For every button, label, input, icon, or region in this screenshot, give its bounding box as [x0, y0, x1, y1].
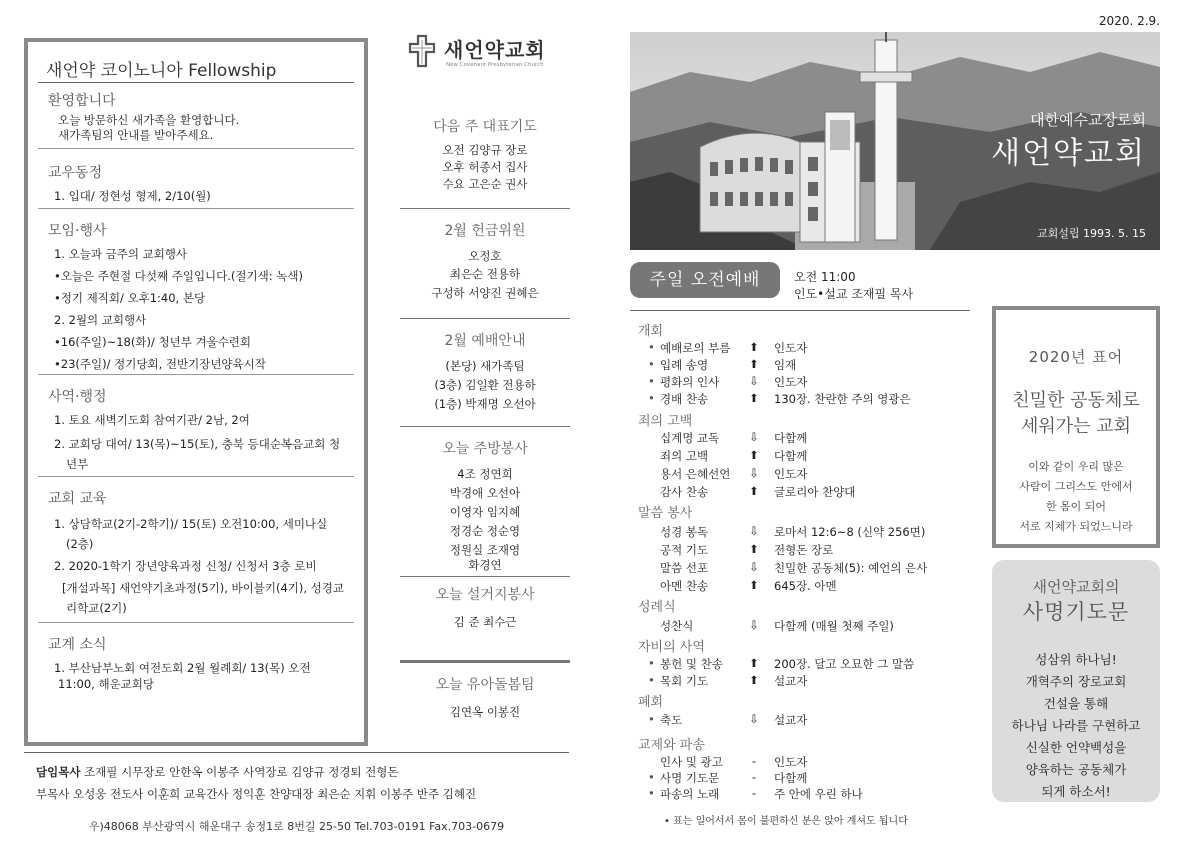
welcome-line: 오늘 방문하신 새가족을 환영합니다.	[58, 113, 240, 127]
posture-icon: ⬆	[749, 484, 759, 498]
worship-time: 오전 11:00	[794, 270, 856, 284]
section-heading: 교우동정	[48, 165, 103, 181]
divider	[400, 318, 570, 319]
order-item: • 파송의 노래 - 주 안에 우린 하나	[648, 786, 863, 801]
posture-icon: ⬆	[749, 340, 759, 354]
prayer-line: 건설을 통해	[1043, 696, 1109, 711]
guide-line: (3층) 김일환 전용하	[434, 378, 536, 392]
section-line: (2층)	[66, 537, 94, 551]
worship-footnote: • 표는 일어서서 몸이 불편하신 분은 앉아 계셔도 됩니다	[664, 816, 908, 827]
offering-heading: 2월 헌금위원	[444, 223, 526, 239]
welcome-line: 새가족팀의 안내를 받아주세요.	[58, 128, 214, 142]
posture-icon: ⬆	[749, 448, 759, 462]
divider	[400, 208, 570, 209]
order-item: • 평화의 인사 ⇩ 인도자	[648, 374, 808, 389]
logo-name: 새언약교회	[444, 38, 546, 62]
posture-icon: ⬆	[749, 656, 759, 670]
church-photo	[630, 32, 1160, 250]
divider	[400, 576, 570, 577]
prayer-heading: 다음 주 대표기도	[433, 119, 537, 135]
senior-pastor-label: 담임목사	[36, 765, 81, 779]
worship-title: 주일 오전예배	[630, 262, 780, 298]
section-line: 11:00, 해운교회당	[58, 677, 154, 691]
order-section: 자비의 사역	[638, 640, 705, 655]
divider	[630, 310, 970, 311]
section-line: 리학교(2기)	[66, 601, 127, 615]
nursery-heading: 오늘 유아돌봄팀	[435, 677, 535, 693]
order-item: 십계명 교독 ⇩ 다함께	[660, 430, 808, 445]
prayer-line: 하나님 나라를 구현하고	[1011, 718, 1141, 733]
church-logo	[406, 34, 566, 74]
order-section: 성례식	[638, 600, 676, 615]
order-item: 죄의 고백 ⬆ 다함께	[660, 448, 808, 463]
mission-prayer-box	[992, 560, 1160, 802]
order-item: 인사 및 광고 - 인도자	[660, 754, 808, 769]
kitchen-line: 화경연	[468, 558, 502, 572]
order-item: • 목회 기도 ⬆ 설교자	[648, 673, 808, 688]
posture-icon: -	[751, 786, 757, 800]
prayer-line: 개혁주의 장로교회	[1025, 674, 1127, 689]
section-heading: 교계 소식	[48, 637, 107, 653]
denomination: 대한예수교장로회	[1030, 111, 1146, 129]
order-section: 말씀 봉사	[638, 506, 693, 521]
divider	[38, 374, 354, 375]
section-line: 1. 입대/ 정현성 형제, 2/10(월)	[54, 189, 211, 203]
posture-icon: ⬆	[749, 542, 759, 556]
nursery-line: 김연옥 이봉진	[449, 705, 521, 719]
cross-logo-icon	[406, 34, 438, 68]
motto-verse-line: 한 몸이 되어	[1045, 500, 1107, 513]
order-item: • 봉헌 및 찬송 ⬆ 200장. 달고 오묘한 그 말씀	[648, 656, 915, 671]
guide-line: (본당) 새가족팀	[445, 359, 525, 373]
divider	[400, 660, 570, 663]
welcome-heading: 환영합니다	[48, 93, 116, 109]
worship-leader: 인도•설교 조재필 목사	[794, 287, 914, 301]
prayer-line: 양육하는 공동체가	[1025, 762, 1127, 777]
order-section: 죄의 고백	[638, 414, 693, 429]
kitchen-line: 정원실 조재영	[449, 543, 521, 557]
motto-verse-line: 사람이 그리스도 안에서	[1019, 480, 1133, 493]
posture-icon: ⇩	[749, 618, 759, 632]
section-heading: 교회 교육	[48, 491, 107, 507]
offering-line: 구성하 서양진 권혜은	[431, 286, 539, 300]
prayer-title: 새언약교회의	[1032, 578, 1120, 596]
dish-heading: 오늘 설거지봉사	[435, 587, 535, 603]
posture-icon: ⇩	[749, 466, 759, 480]
fellowship-box	[24, 38, 368, 746]
order-item: 아멘 찬송 ⬆ 645장. 아멘	[660, 578, 837, 593]
section-line: 2. 2월의 교회행사	[54, 313, 147, 327]
posture-icon: ⇩	[749, 374, 759, 388]
order-section: 개회	[638, 324, 664, 339]
divider	[24, 752, 569, 753]
order-item: • 경배 찬송 ⬆ 130장. 찬란한 주의 영광은	[648, 391, 911, 406]
divider	[38, 476, 354, 477]
order-item: • 사명 기도문 - 다함께	[648, 770, 808, 785]
bulletin-date: 2020. 2.9.	[1098, 14, 1160, 28]
posture-icon: -	[751, 770, 757, 784]
bullet-icon: •	[664, 816, 674, 827]
section-line: •16(주일)~18(화)/ 청년부 겨울수련회	[54, 335, 252, 349]
staff-line-2: 부목사 오성웅 전도사 이훈희 교육간사 정익훈 찬양대장 최은순 지휘 이봉주 반주 김혜진	[36, 787, 477, 801]
posture-icon: ⇩	[749, 712, 759, 726]
dish-line: 김 준 최수근	[453, 615, 517, 629]
prayer-title: 사명기도문	[1022, 600, 1130, 624]
motto-line: 세워가는 교회	[1020, 416, 1132, 437]
prayer-line: 되게 하소서!	[1041, 784, 1111, 799]
section-line: 1. 부산남부노회 여전도회 2월 월례회/ 13(목) 오전	[54, 661, 311, 675]
order-item: 말씀 선포 ⇩ 친밀한 공동체(5): 예언의 은사	[660, 560, 928, 575]
posture-icon: ⬆	[749, 673, 759, 687]
order-item: • 축도 ⇩ 설교자	[648, 712, 808, 727]
section-line: •정기 제직회/ 오후1:40, 본당	[54, 291, 206, 305]
order-item: 용서 은혜선언 ⇩ 인도자	[660, 466, 808, 481]
divider	[400, 426, 570, 427]
staff-line-1	[36, 764, 399, 780]
divider	[38, 208, 354, 209]
divider	[38, 148, 354, 149]
order-section: 교제와 파송	[638, 738, 705, 753]
motto-verse-line: 이와 같이 우리 많은	[1028, 460, 1124, 473]
order-section: 폐회	[638, 695, 664, 710]
section-line: 2. 2020-1학기 장년양육과정 신청/ 신청서 3층 로비	[54, 559, 317, 573]
section-heading: 모임·행사	[48, 223, 107, 239]
posture-icon: ⇩	[749, 560, 759, 574]
guide-heading: 2월 예배안내	[444, 333, 526, 349]
offering-line: 오정호	[468, 249, 502, 263]
divider	[38, 622, 354, 623]
prayer-line: 성삼위 하나님!	[1035, 652, 1117, 667]
logo-subtitle: New Covenant Presbyterian Church	[446, 62, 544, 68]
motto-year: 2020년 표어	[1028, 348, 1124, 366]
posture-icon: ⇩	[749, 430, 759, 444]
order-item: • 예배로의 부름 ⬆ 인도자	[648, 340, 808, 355]
motto-line: 친밀한 공동체로	[1012, 390, 1140, 411]
order-item: 성경 봉독 ⇩ 로마서 12:6~8 (신약 256면)	[660, 524, 926, 539]
section-line: •23(주일)/ 정기당회, 전반기장년양육시작	[54, 357, 266, 371]
section-line: •오늘은 주현절 다섯째 주일입니다.(절기색: 녹색)	[54, 269, 303, 283]
prayer-line: 신실한 언약백성을	[1025, 740, 1127, 755]
kitchen-line: 정경순 정순영	[449, 524, 521, 538]
prayer-line: 오전 김양규 장로	[442, 143, 528, 157]
prayer-line: 수요 고은순 권사	[442, 177, 528, 191]
order-item: 공적 기도 ⬆ 전형돈 장로	[660, 542, 834, 557]
section-line: 년부	[66, 457, 89, 471]
motto-box	[992, 306, 1160, 548]
section-line: 1. 토요 새벽기도회 참여기관/ 2남, 2여	[54, 413, 250, 427]
section-line: [개설과목] 새언약기초과정(5기), 바이블키(4기), 성경교	[62, 581, 345, 595]
church-address: 우)48068 부산광역시 해운대구 송정1로 8번길 25-50 Tel.703-0191 Fax.703-0679	[88, 820, 505, 833]
church-name: 새언약교회	[991, 136, 1146, 171]
posture-icon: ⬆	[749, 391, 759, 405]
kitchen-line: 이영자 임지혜	[449, 505, 521, 519]
motto-verse-line: 서로 지체가 되었느니라	[1019, 520, 1133, 533]
section-line: 1. 오늘과 금주의 교회행사	[54, 247, 188, 261]
fellowship-title: 새언약 코이노니아 Fellowship	[46, 61, 277, 81]
guide-line: (1층) 박재명 오선아	[434, 397, 536, 411]
kitchen-line: 박경애 오선아	[449, 486, 521, 500]
order-item: 감사 찬송 ⬆ 글로리아 찬양대	[660, 484, 856, 499]
section-heading: 사역·행정	[48, 389, 107, 405]
offering-line: 최은순 전용하	[449, 267, 521, 281]
order-item: 성찬식 ⇩ 다함께 (매월 첫째 주일)	[660, 618, 894, 633]
order-item: • 입례 송영 ⬆ 임재	[648, 357, 797, 372]
prayer-line: 오후 허종서 집사	[442, 160, 528, 174]
posture-icon: -	[751, 754, 757, 768]
kitchen-heading: 오늘 주방봉사	[442, 441, 528, 457]
kitchen-line: 4조 정연희	[457, 467, 513, 481]
staff-names: 조재필 시무장로 안한옥 이봉주 사역장로 김양규 정경퇴 전형돈	[84, 765, 399, 779]
section-line: 2. 교회당 대여/ 13(목)~15(토), 충북 등대순복음교회 청	[54, 437, 341, 451]
posture-icon: ⬆	[749, 357, 759, 371]
divider	[38, 82, 354, 83]
section-line: 1. 상담학교(2기-2학기)/ 15(토) 오전10:00, 세미나실	[54, 517, 328, 531]
posture-icon: ⇩	[749, 524, 759, 538]
established-date: 교회설립 1993. 5. 15	[1037, 227, 1146, 240]
posture-icon: ⬆	[749, 578, 759, 592]
